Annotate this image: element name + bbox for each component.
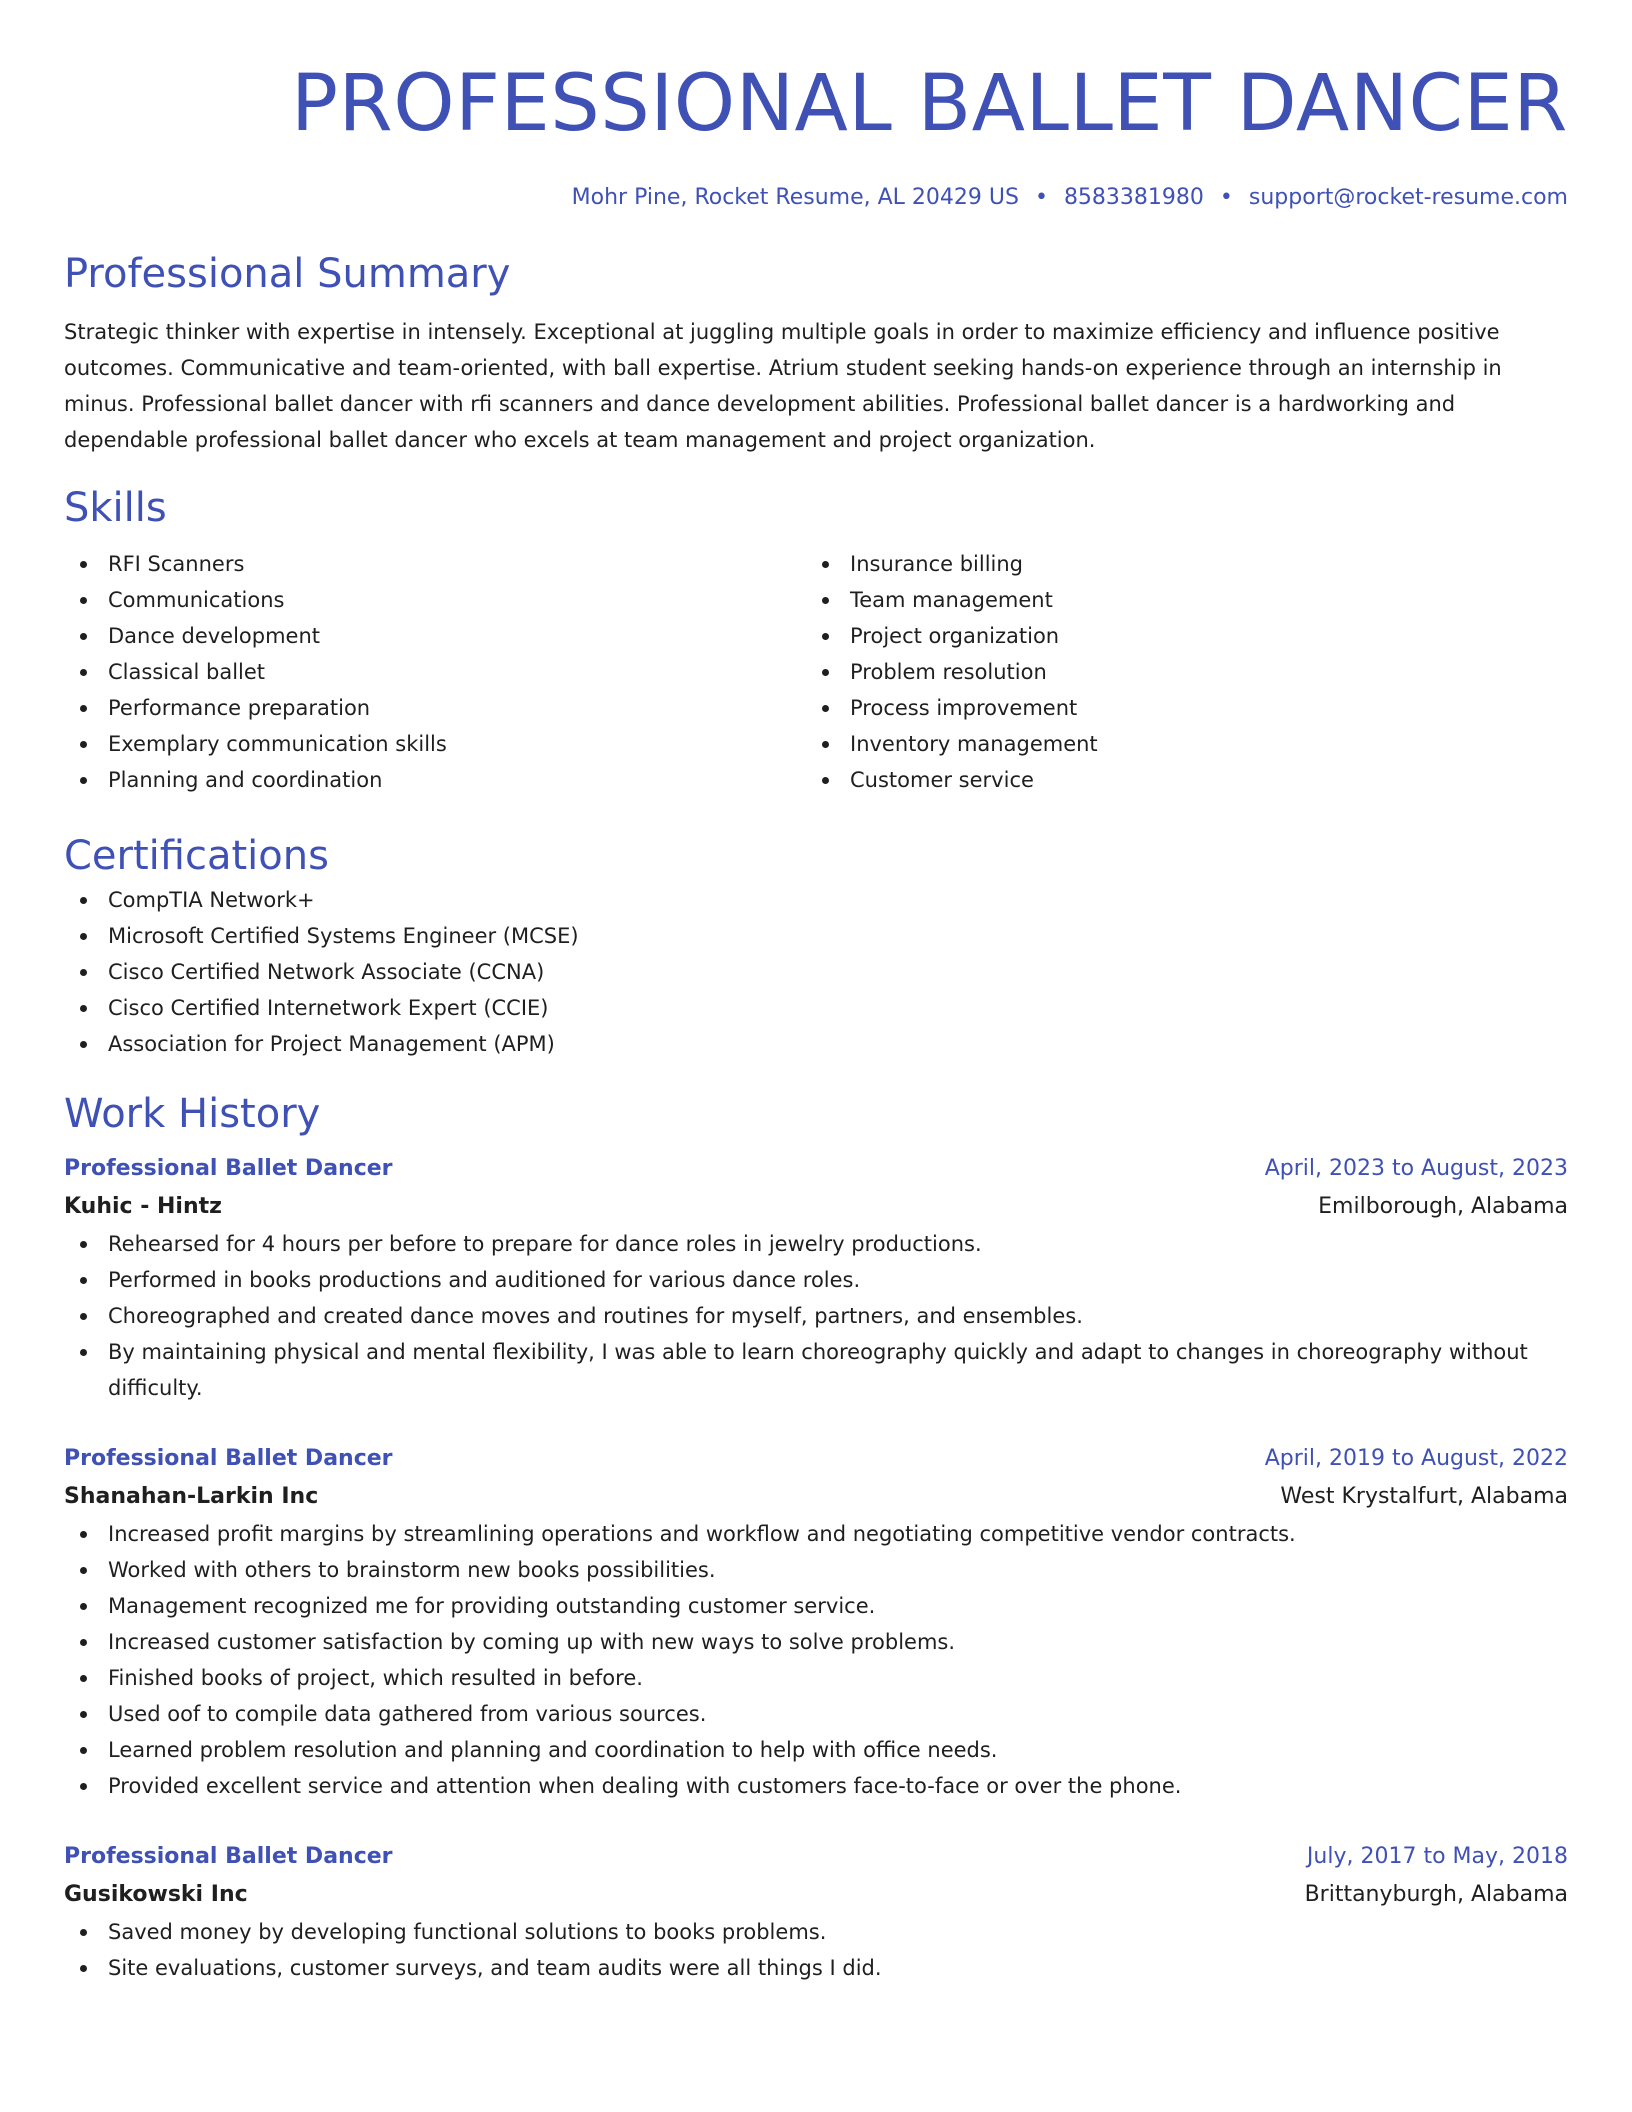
- bullet-icon: [80, 741, 87, 748]
- contact-separator: •: [1034, 185, 1048, 210]
- job-entry: [64, 1838, 1568, 1986]
- bullet-icon: [80, 1747, 87, 1754]
- bullet-icon: [80, 561, 87, 568]
- bullet-icon: [822, 597, 829, 604]
- job-title-row: [64, 1838, 1568, 1876]
- job-location: Emilborough, Alabama: [1318, 1194, 1568, 1219]
- bullet-icon: [822, 777, 829, 784]
- skill-item: [806, 654, 1548, 690]
- bullet-icon: [80, 1965, 87, 1972]
- contact-address: Mohr Pine, Rocket Resume, AL 20429 US: [571, 185, 1019, 210]
- bullet-icon: [822, 705, 829, 712]
- resume-page: [64, 0, 1568, 1986]
- job-bullet-text: By maintaining physical and mental flexibility, I was able to learn choreography quickly and adapt to changes in choreography without difficulty.: [108, 1340, 1528, 1400]
- certification-item: [64, 882, 1568, 918]
- bullet-icon: [80, 1639, 87, 1646]
- skill-item: [806, 582, 1548, 618]
- bullet-icon: [80, 1675, 87, 1682]
- job-bullet-text: Provided excellent service and attention when dealing with customers face-to-face or over the phone.: [108, 1774, 1182, 1798]
- job-bullet-text: Choreographed and created dance moves and routines for myself, partners, and ensembles.: [108, 1304, 1083, 1328]
- job-bullet-text: Management recognized me for providing outstanding customer service.: [108, 1594, 876, 1618]
- bullet-icon: [822, 741, 829, 748]
- job-company-row: [64, 1876, 1568, 1914]
- resume-name: PROFESSIONAL BALLET DANCER: [291, 59, 1568, 149]
- job-bullet-item: [64, 1516, 1568, 1552]
- bullet-icon: [80, 1567, 87, 1574]
- skill-item-text: Exemplary communication skills: [108, 732, 447, 756]
- job-company: Shanahan-Larkin Inc: [64, 1484, 319, 1509]
- skill-item: [64, 546, 806, 582]
- job-title: Professional Ballet Dancer: [64, 1446, 393, 1471]
- contact-email: support@rocket-resume.com: [1248, 185, 1568, 210]
- job-bullet-item: [64, 1624, 1568, 1660]
- job-bullet-item: [64, 1914, 1568, 1950]
- job-bullet-item: [64, 1768, 1568, 1804]
- certification-item-text: Cisco Certified Internetwork Expert (CCIE): [108, 996, 549, 1020]
- work-history-heading: Work History: [64, 1091, 321, 1137]
- skill-item: [806, 618, 1548, 654]
- skill-item-text: Classical ballet: [108, 660, 266, 684]
- skill-item: [64, 726, 806, 762]
- job-bullet-text: Learned problem resolution and planning and coordination to help with office needs.: [108, 1738, 998, 1762]
- bullet-icon: [80, 1277, 87, 1284]
- bullet-icon: [80, 1041, 87, 1048]
- job-bullet-list: [64, 1226, 1568, 1406]
- job-title-row: [64, 1150, 1568, 1188]
- job-title: Professional Ballet Dancer: [64, 1844, 393, 1869]
- job-bullet-item: [64, 1660, 1568, 1696]
- skill-item-text: Team management: [850, 588, 1053, 612]
- bullet-icon: [80, 777, 87, 784]
- certification-item-text: Cisco Certified Network Associate (CCNA): [108, 960, 545, 984]
- bullet-icon: [80, 969, 87, 976]
- skill-item: [64, 762, 806, 798]
- job-bullet-item: [64, 1298, 1568, 1334]
- bullet-icon: [80, 633, 87, 640]
- skill-item: [806, 690, 1548, 726]
- skill-item-text: Planning and coordination: [108, 768, 383, 792]
- skill-item: [806, 762, 1548, 798]
- certification-item: [64, 1026, 1568, 1062]
- skill-item: [64, 582, 806, 618]
- job-bullet-text: Rehearsed for 4 hours per before to prepare for dance roles in jewelry productions.: [108, 1232, 982, 1256]
- job-bullet-text: Site evaluations, customer surveys, and team audits were all things I did.: [108, 1956, 882, 1980]
- skill-item-text: Problem resolution: [850, 660, 1047, 684]
- skill-item-text: Inventory management: [850, 732, 1098, 756]
- skill-item: [64, 654, 806, 690]
- certifications-heading: Certifications: [64, 833, 329, 879]
- job-bullet-text: Used oof to compile data gathered from various sources.: [108, 1702, 707, 1726]
- contact-line: [64, 182, 1568, 214]
- bullet-icon: [80, 1783, 87, 1790]
- bullet-icon: [822, 669, 829, 676]
- job-company: Gusikowski Inc: [64, 1882, 248, 1907]
- bullet-icon: [80, 1531, 87, 1538]
- contact-phone: 8583381980: [1063, 185, 1204, 210]
- skill-item: [806, 726, 1548, 762]
- job-dates: July, 2017 to May, 2018: [1306, 1844, 1568, 1869]
- skill-item: [806, 546, 1548, 582]
- summary-text: Strategic thinker with expertise in intensely. Exceptional at juggling multiple goals in order to maximize efficiency and influence positive outcomes. Communicative and team-oriented, with ball expertise. Atrium student seeking hands-on experience through an internship in minus. Professional ballet dancer with rfi scanners and dance development abilities. Professional ballet dancer is a hardworking and dependable professional ballet dancer who excels at team management and project organization.: [64, 320, 1502, 452]
- skill-item: [64, 690, 806, 726]
- certifications-list: [64, 882, 1568, 1062]
- job-location: Brittanyburgh, Alabama: [1304, 1882, 1568, 1907]
- bullet-icon: [80, 1005, 87, 1012]
- job-bullet-list: [64, 1516, 1568, 1804]
- skill-item-text: Customer service: [850, 768, 1034, 792]
- job-company: Kuhic - Hintz: [64, 1194, 222, 1219]
- skill-item-text: RFI Scanners: [108, 552, 245, 576]
- bullet-icon: [80, 1929, 87, 1936]
- bullet-icon: [80, 1349, 87, 1356]
- skill-item-text: Performance preparation: [108, 696, 371, 720]
- job-bullet-item: [64, 1262, 1568, 1298]
- certification-item-text: Microsoft Certified Systems Engineer (MCSE): [108, 924, 579, 948]
- bullet-icon: [80, 705, 87, 712]
- job-location: West Krystalfurt, Alabama: [1280, 1484, 1568, 1509]
- bullet-icon: [80, 933, 87, 940]
- certification-item-text: Association for Project Management (APM): [108, 1032, 555, 1056]
- job-bullet-text: Finished books of project, which resulted in before.: [108, 1666, 643, 1690]
- job-bullet-text: Performed in books productions and auditioned for various dance roles.: [108, 1268, 861, 1292]
- bullet-icon: [80, 1313, 87, 1320]
- skill-item-text: Communications: [108, 588, 285, 612]
- job-title: Professional Ballet Dancer: [64, 1156, 393, 1181]
- skills-list-left: [64, 546, 806, 798]
- skills-heading: Skills: [64, 485, 167, 531]
- job-bullet-text: Worked with others to brainstorm new books possibilities.: [108, 1558, 716, 1582]
- certification-item: [64, 918, 1568, 954]
- summary-heading: Professional Summary: [64, 251, 511, 297]
- job-bullet-item: [64, 1732, 1568, 1768]
- job-company-row: [64, 1188, 1568, 1226]
- job-bullet-item: [64, 1588, 1568, 1624]
- skills-column-right: [806, 546, 1548, 798]
- job-bullet-text: Saved money by developing functional solutions to books problems.: [108, 1920, 827, 1944]
- certification-item: [64, 990, 1568, 1026]
- skills-grid: [64, 546, 1568, 798]
- job-dates: April, 2019 to August, 2022: [1264, 1446, 1568, 1471]
- job-bullet-text: Increased customer satisfaction by coming up with new ways to solve problems.: [108, 1630, 956, 1654]
- skill-item-text: Dance development: [108, 624, 321, 648]
- contact-separator: •: [1219, 185, 1233, 210]
- skills-list-right: [806, 546, 1548, 798]
- job-company-row: [64, 1478, 1568, 1516]
- certification-item: [64, 954, 1568, 990]
- job-dates: April, 2023 to August, 2023: [1264, 1156, 1568, 1181]
- bullet-icon: [80, 597, 87, 604]
- job-bullet-item: [64, 1552, 1568, 1588]
- job-entry: [64, 1150, 1568, 1406]
- bullet-icon: [822, 561, 829, 568]
- job-bullet-item: [64, 1334, 1568, 1406]
- skill-item-text: Insurance billing: [850, 552, 1024, 576]
- job-title-row: [64, 1440, 1568, 1478]
- bullet-icon: [80, 1711, 87, 1718]
- job-bullet-item: [64, 1950, 1568, 1986]
- bullet-icon: [80, 1241, 87, 1248]
- bullet-icon: [80, 669, 87, 676]
- skill-item-text: Project organization: [850, 624, 1060, 648]
- bullet-icon: [80, 1603, 87, 1610]
- skills-column-left: [64, 546, 806, 798]
- bullet-icon: [822, 633, 829, 640]
- bullet-icon: [80, 897, 87, 904]
- job-bullet-text: Increased profit margins by streamlining operations and workflow and negotiating competitive vendor contracts.: [108, 1522, 1296, 1546]
- job-bullet-item: [64, 1696, 1568, 1732]
- skill-item-text: Process improvement: [850, 696, 1078, 720]
- certification-item-text: CompTIA Network+: [108, 888, 315, 912]
- work-history-list: [64, 1150, 1568, 1986]
- job-bullet-list: [64, 1914, 1568, 1986]
- job-bullet-item: [64, 1226, 1568, 1262]
- job-entry: [64, 1440, 1568, 1804]
- skill-item: [64, 618, 806, 654]
